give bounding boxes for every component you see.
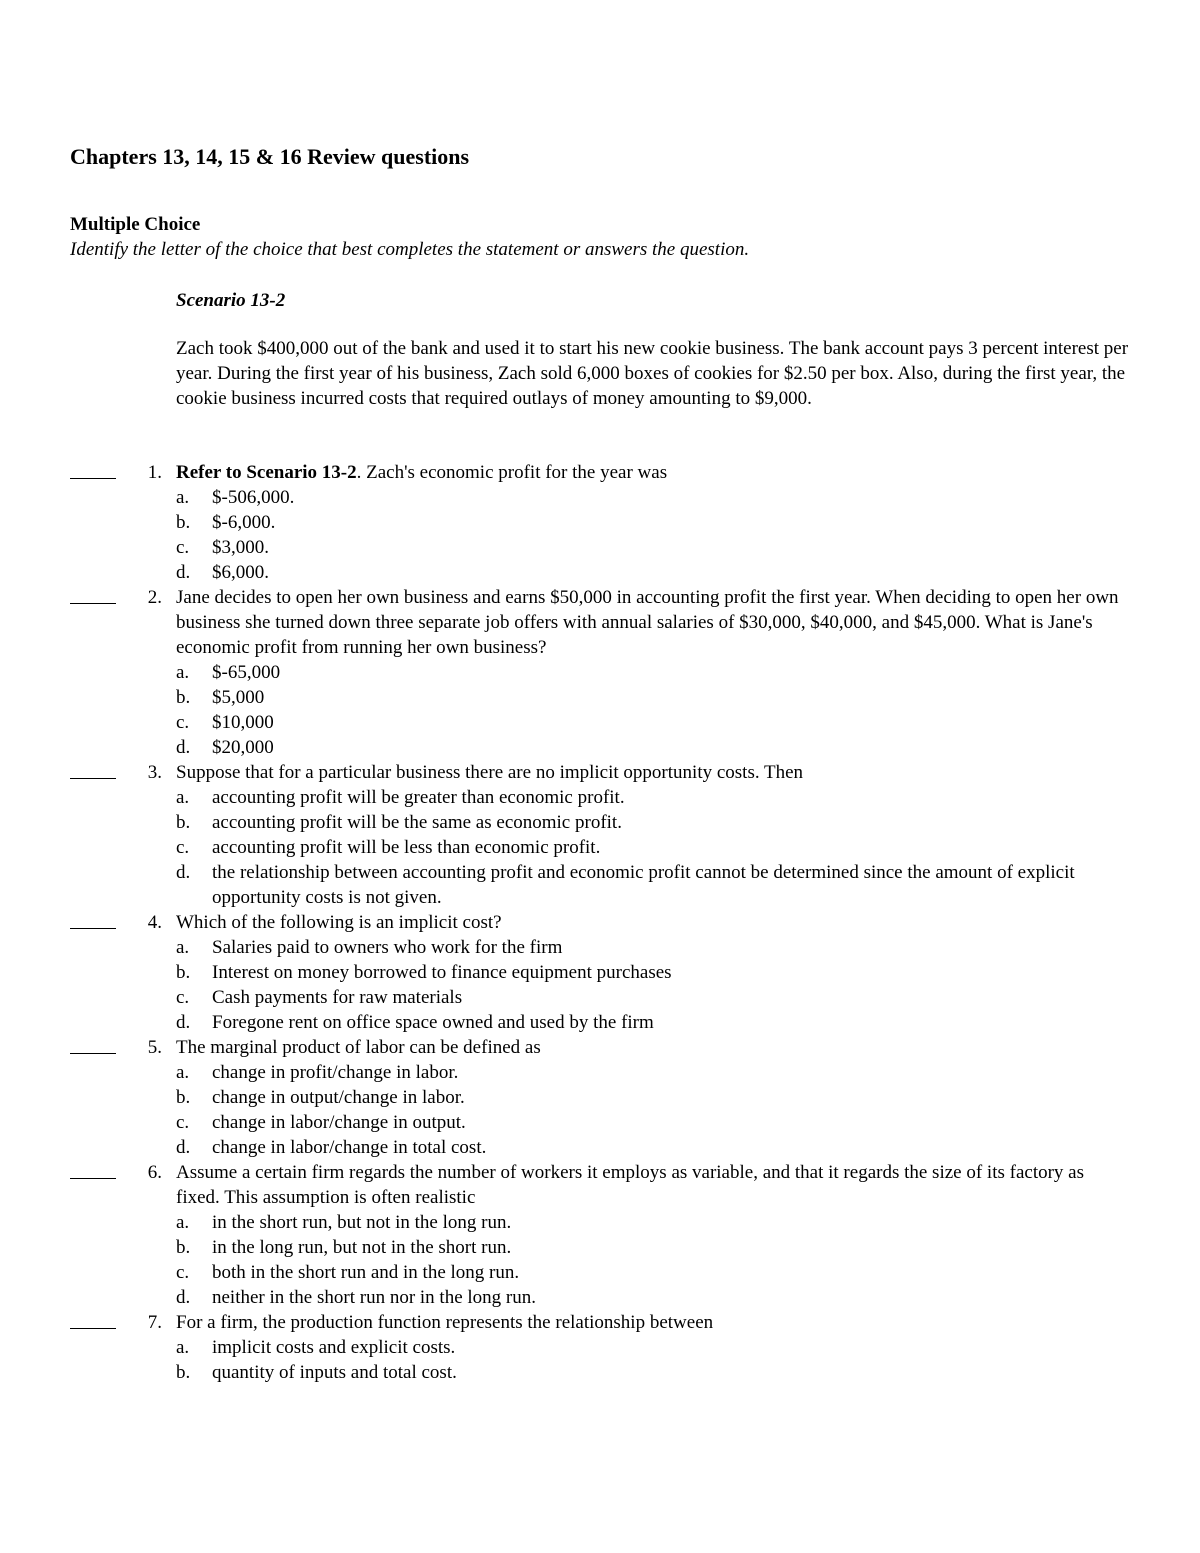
choice-letter: a. bbox=[176, 1062, 190, 1083]
choice-letter: a. bbox=[176, 662, 190, 683]
choice-letter: b. bbox=[176, 1237, 191, 1258]
answer-choice bbox=[176, 535, 1132, 560]
question-stem bbox=[176, 1035, 1132, 1060]
choice-letter: b. bbox=[176, 1087, 191, 1108]
choice-text: $20,000 bbox=[212, 737, 274, 758]
choice-text: $-65,000 bbox=[212, 662, 281, 683]
question-number: 5. bbox=[147, 1037, 162, 1058]
question-list bbox=[70, 460, 1132, 1385]
answer-blank[interactable] bbox=[70, 1160, 116, 1179]
question-text: For a firm, the production function represents the relationship between bbox=[176, 1312, 714, 1333]
choice-text: in the long run, but not in the short run. bbox=[212, 1237, 512, 1258]
choice-text: accounting profit will be the same as economic profit. bbox=[212, 812, 622, 833]
answer-choice bbox=[176, 660, 1132, 685]
choice-letter: d. bbox=[176, 562, 191, 583]
scenario-text: Zach took $400,000 out of the bank and used it to start his new cookie business. The bank account pays 3 percent interest per year. During the first year of his business, Zach sold 6,000 boxes of cookies for $2.50 per box. Also, during the first year, the cookie business incurred costs that required outlays of money amounting to $9,000. bbox=[176, 338, 1129, 409]
question-stem bbox=[176, 910, 1132, 935]
answer-choice bbox=[176, 735, 1132, 760]
choice-text: implicit costs and explicit costs. bbox=[212, 1337, 456, 1358]
answer-choice bbox=[176, 710, 1132, 735]
answer-choice bbox=[176, 935, 1132, 960]
choice-text: change in labor/change in output. bbox=[212, 1112, 466, 1133]
choice-text: both in the short run and in the long run. bbox=[212, 1262, 520, 1283]
answer-blank[interactable] bbox=[70, 1035, 116, 1054]
choice-text: change in labor/change in total cost. bbox=[212, 1137, 487, 1158]
choice-letter: a. bbox=[176, 1337, 190, 1358]
section-instructions: Identify the letter of the choice that best completes the statement or answers the question. bbox=[70, 239, 750, 260]
choice-text: Interest on money borrowed to finance equipment purchases bbox=[212, 962, 672, 983]
question-text: Which of the following is an implicit cost? bbox=[176, 912, 502, 933]
choice-letter: d. bbox=[176, 862, 191, 883]
question-item bbox=[70, 1035, 1132, 1160]
answer-choice bbox=[176, 835, 1132, 860]
page-title: Chapters 13, 14, 15 & 16 Review questions bbox=[70, 144, 470, 169]
question-item bbox=[70, 585, 1132, 760]
choice-letter: d. bbox=[176, 737, 191, 758]
choice-letter: a. bbox=[176, 1212, 190, 1233]
choice-text: $-506,000. bbox=[212, 487, 295, 508]
question-number: 4. bbox=[147, 912, 162, 933]
choice-text: change in output/change in labor. bbox=[212, 1087, 465, 1108]
answer-blank[interactable] bbox=[70, 1310, 116, 1329]
question-text: The marginal product of labor can be defined as bbox=[176, 1037, 541, 1058]
answer-choice bbox=[176, 1060, 1132, 1085]
choice-text: $-6,000. bbox=[212, 512, 276, 533]
choice-letter: c. bbox=[176, 837, 190, 858]
answer-blank[interactable] bbox=[70, 910, 116, 929]
question-reference: Refer to Scenario 13-2 bbox=[176, 462, 357, 483]
answer-choice bbox=[176, 1335, 1132, 1360]
question-number: 1. bbox=[147, 462, 162, 483]
choice-letter: c. bbox=[176, 712, 190, 733]
answer-choice bbox=[176, 560, 1132, 585]
answer-choice bbox=[176, 1260, 1132, 1285]
choice-letter: b. bbox=[176, 812, 191, 833]
question-number: 7. bbox=[147, 1312, 162, 1333]
scenario-title: Scenario 13-2 bbox=[176, 290, 286, 311]
answer-choice bbox=[176, 810, 1132, 835]
answer-choice bbox=[176, 485, 1132, 510]
answer-choice bbox=[176, 1210, 1132, 1235]
question-text: . Zach's economic profit for the year was bbox=[356, 462, 668, 483]
question-item bbox=[70, 910, 1132, 1035]
answer-choice bbox=[176, 685, 1132, 710]
choice-text: $3,000. bbox=[212, 537, 269, 558]
choice-text: Cash payments for raw materials bbox=[212, 987, 463, 1008]
question-text: Assume a certain firm regards the number of workers it employs as variable, and that it regards the size of its factory as fixed. This assumption is often realistic bbox=[176, 1162, 1085, 1208]
answer-blank[interactable] bbox=[70, 760, 116, 779]
answer-choice bbox=[176, 985, 1132, 1010]
question-text: Suppose that for a particular business there are no implicit opportunity costs. Then bbox=[176, 762, 804, 783]
choice-text: $5,000 bbox=[212, 687, 265, 708]
choice-letter: d. bbox=[176, 1137, 191, 1158]
choice-text: in the short run, but not in the long run. bbox=[212, 1212, 512, 1233]
question-number: 6. bbox=[147, 1162, 162, 1183]
question-stem bbox=[176, 760, 1132, 785]
question-item bbox=[70, 1160, 1132, 1310]
choice-text: accounting profit will be greater than economic profit. bbox=[212, 787, 625, 808]
choice-text: accounting profit will be less than economic profit. bbox=[212, 837, 601, 858]
choice-letter: d. bbox=[176, 1287, 191, 1308]
choice-letter: d. bbox=[176, 1012, 191, 1033]
choice-text: the relationship between accounting profit and economic profit cannot be determined since the amount of explicit opportunity costs is not given. bbox=[212, 862, 1075, 908]
answer-choice bbox=[176, 1110, 1132, 1135]
question-stem bbox=[176, 1160, 1132, 1210]
choice-text: change in profit/change in labor. bbox=[212, 1062, 459, 1083]
choice-text: Foregone rent on office space owned and used by the firm bbox=[212, 1012, 654, 1033]
answer-blank[interactable] bbox=[70, 460, 116, 479]
choice-letter: c. bbox=[176, 1112, 190, 1133]
choice-letter: c. bbox=[176, 1262, 190, 1283]
choice-letter: c. bbox=[176, 987, 190, 1008]
question-stem bbox=[176, 1310, 1132, 1335]
answer-choice bbox=[176, 1135, 1132, 1160]
question-stem bbox=[176, 460, 1132, 485]
answer-choice bbox=[176, 1360, 1132, 1385]
question-item bbox=[70, 1310, 1132, 1385]
choice-letter: b. bbox=[176, 1362, 191, 1383]
question-stem bbox=[176, 585, 1132, 660]
choice-letter: a. bbox=[176, 937, 190, 958]
choice-letter: b. bbox=[176, 962, 191, 983]
answer-choice bbox=[176, 860, 1132, 910]
choice-letter: a. bbox=[176, 487, 190, 508]
choice-text: neither in the short run nor in the long run. bbox=[212, 1287, 536, 1308]
section-heading: Multiple Choice bbox=[70, 214, 201, 235]
choice-text: $10,000 bbox=[212, 712, 274, 733]
choice-letter: c. bbox=[176, 537, 190, 558]
question-item bbox=[70, 460, 1132, 585]
choice-text: quantity of inputs and total cost. bbox=[212, 1362, 457, 1383]
choice-letter: b. bbox=[176, 687, 191, 708]
answer-choice bbox=[176, 1235, 1132, 1260]
answer-choice bbox=[176, 785, 1132, 810]
choice-letter: b. bbox=[176, 512, 191, 533]
question-item bbox=[70, 760, 1132, 910]
answer-choice bbox=[176, 960, 1132, 985]
choice-letter: a. bbox=[176, 787, 190, 808]
answer-choice bbox=[176, 1010, 1132, 1035]
question-text: Jane decides to open her own business and earns $50,000 in accounting profit the first year. When deciding to open her own business she turned down three separate job offers with annual salaries of $30,000, $40,000, and $45,000. What is Jane's economic profit from running her own business? bbox=[176, 587, 1119, 658]
question-number: 3. bbox=[147, 762, 162, 783]
answer-choice bbox=[176, 510, 1132, 535]
answer-choice bbox=[176, 1285, 1132, 1310]
choice-text: Salaries paid to owners who work for the firm bbox=[212, 937, 563, 958]
question-number: 2. bbox=[147, 587, 162, 608]
answer-blank[interactable] bbox=[70, 585, 116, 604]
choice-text: $6,000. bbox=[212, 562, 269, 583]
answer-choice bbox=[176, 1085, 1132, 1110]
